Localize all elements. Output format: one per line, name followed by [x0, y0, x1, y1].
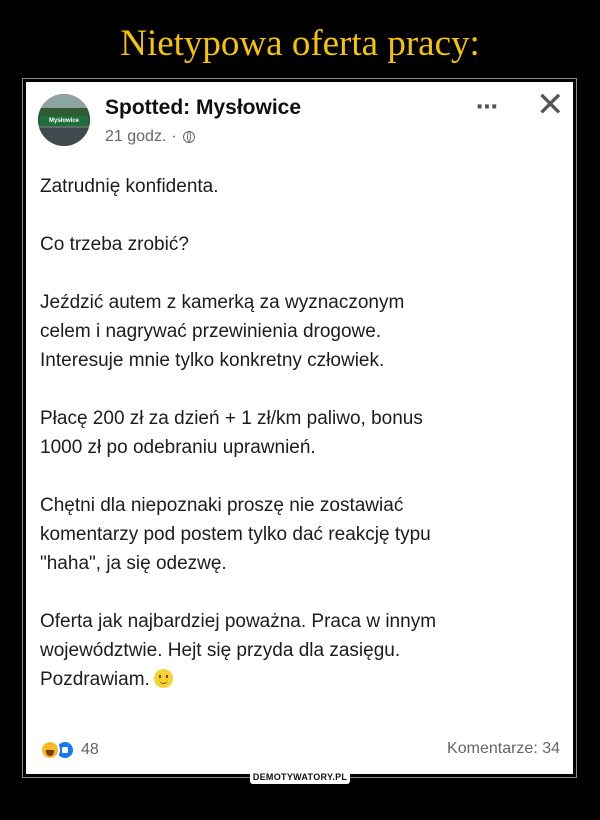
- post-line: Co trzeba zrobić?: [40, 234, 189, 255]
- comments-count-link[interactable]: Komentarze: 34: [447, 740, 560, 757]
- post-line: "haha", ja się odezwę.: [40, 553, 227, 574]
- post-paragraph: [40, 491, 560, 578]
- post-footer: [40, 740, 560, 764]
- avatar-sign: Mysłowice: [40, 116, 88, 126]
- post-body: [40, 172, 560, 723]
- post-paragraph: [40, 288, 560, 375]
- post-line: celem i nagrywać przewinienia drogowe.: [40, 321, 382, 342]
- post-line: Zatrudnię konfidenta.: [40, 176, 219, 197]
- post-line: Oferta jak najbardziej poważna. Praca w innym: [40, 611, 437, 632]
- post-paragraph: [40, 607, 560, 694]
- meta-separator: ·: [171, 128, 177, 145]
- post-line: Interesuje mnie tylko konkretny człowiek.: [40, 350, 385, 371]
- avatar[interactable]: [38, 94, 90, 146]
- avatar-road: [38, 128, 90, 146]
- page-name[interactable]: Spotted: Mysłowice: [105, 96, 302, 119]
- more-options-icon[interactable]: ⋯: [476, 94, 497, 119]
- smile-emoji-icon: [154, 669, 173, 688]
- post-paragraph: [40, 230, 560, 259]
- post-line: Chętni dla niepoznaki proszę nie zostawiać: [40, 495, 404, 516]
- post-line: województwie. Hejt się przyda dla zasięgu.: [40, 640, 401, 661]
- post-line: Pozdrawiam.: [40, 669, 150, 690]
- post-line: Jeździć autem z kamerką za wyznaczonym: [40, 292, 405, 313]
- post-card: [26, 82, 573, 774]
- post-line: Płacę 200 zł za dzień + 1 zł/km paliwo, bonus: [40, 408, 423, 429]
- page-title: Nietypowa oferta pracy:: [120, 23, 480, 64]
- haha-reaction-icon: [40, 740, 60, 760]
- post-time[interactable]: 21 godz.: [105, 128, 167, 145]
- watermark: DEMOTYWATORY.PL: [250, 770, 350, 784]
- post-header: [26, 82, 573, 168]
- reaction-count: 48: [81, 741, 99, 758]
- post-line: 1000 zł po odebraniu uprawnień.: [40, 437, 316, 458]
- reactions-summary[interactable]: [40, 740, 99, 760]
- post-paragraph: [40, 172, 560, 201]
- post-meta: [105, 128, 195, 146]
- post-line: komentarzy pod postem tylko dać reakcję typu: [40, 524, 431, 545]
- close-icon[interactable]: ✕: [536, 86, 565, 124]
- globe-icon: [183, 131, 195, 143]
- post-paragraph: [40, 404, 560, 462]
